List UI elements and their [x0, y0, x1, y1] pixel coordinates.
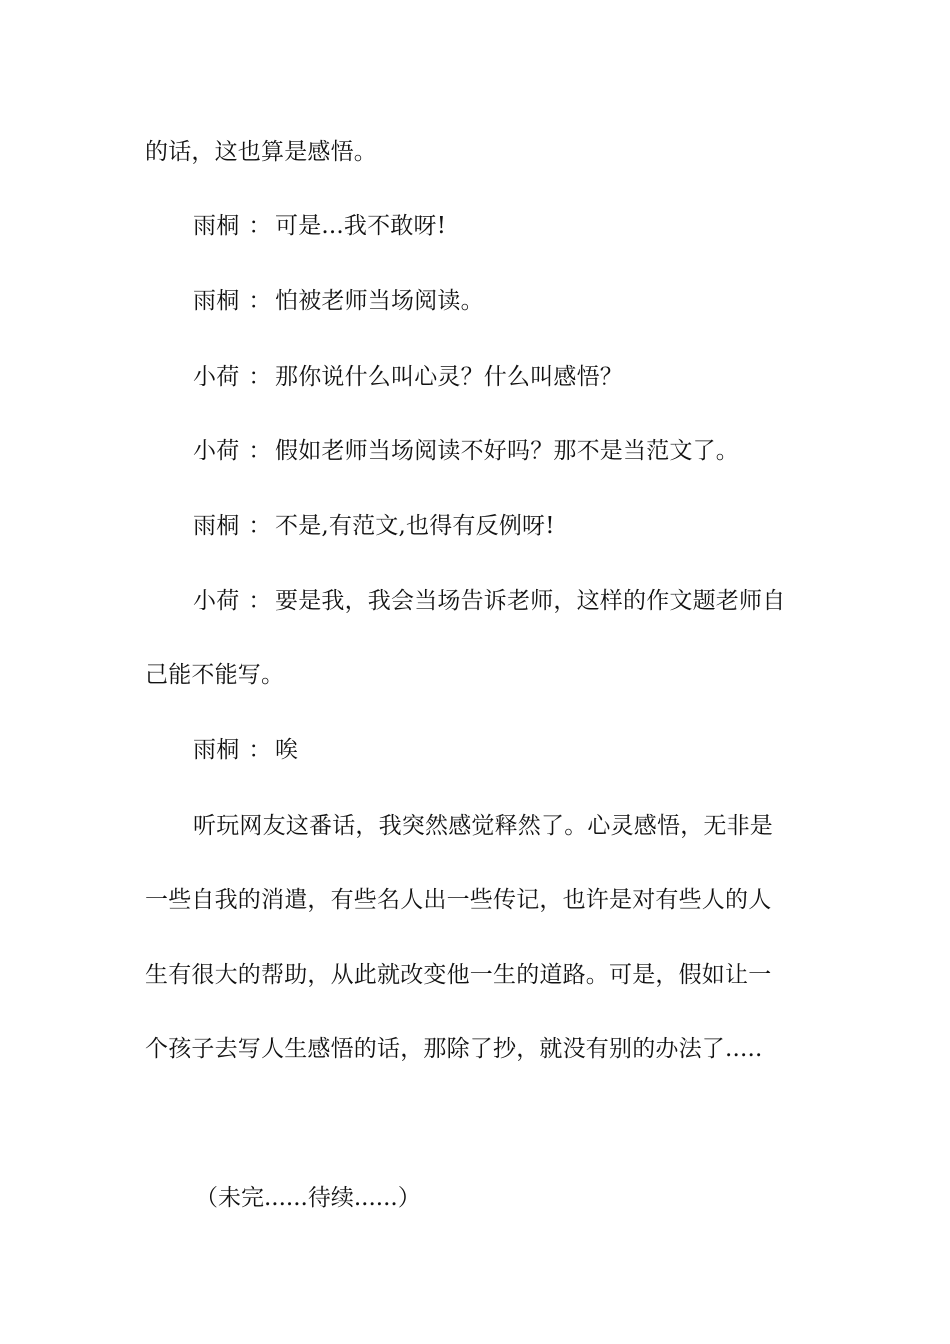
dialogue-line: [193, 286, 858, 316]
speaker-separator: ：: [248, 288, 272, 314]
paragraph-line: 个孩子去写人生感悟的话，那除了抄，就没有别的办法了.....: [145, 1036, 763, 1062]
speaker-separator: ：: [248, 213, 272, 239]
dialogue-line: [193, 362, 858, 392]
dialogue-line: [193, 511, 858, 541]
to-be-continued-note: （未完......待续......）: [195, 1185, 421, 1211]
continuation-line: 的话，这也算是感悟。: [145, 139, 377, 165]
dialogue-text: 要是我，我会当场告诉老师，这样的作文题老师自: [275, 588, 786, 614]
speaker-separator: ：: [248, 438, 272, 464]
dialogue-line: [193, 211, 858, 241]
dialogue-line: [193, 436, 858, 466]
paragraph-line: 听玩网友这番话，我突然感觉释然了。心灵感悟，无非是: [193, 813, 773, 839]
speaker-name: 小荷: [193, 438, 240, 464]
speaker-separator: ：: [248, 737, 272, 763]
speaker-separator: ：: [248, 364, 272, 390]
speaker-name: 雨桐: [193, 513, 240, 539]
dialogue-wrap-line: 己能不能写。: [145, 662, 285, 688]
speaker-name: 雨桐: [193, 213, 240, 239]
dialogue-text: 怕被老师当场阅读。: [275, 288, 484, 314]
speaker-name: 小荷: [193, 588, 240, 614]
dialogue-line: [193, 586, 858, 616]
speaker-name: 小荷: [193, 364, 240, 390]
speaker-separator: ：: [248, 513, 272, 539]
speaker-name: 雨桐: [193, 288, 240, 314]
dialogue-text: 唉: [275, 737, 299, 763]
dialogue-text: 那你说什么叫心灵？什么叫感悟？: [275, 364, 623, 390]
paragraph-line: 一些自我的消遣，有些名人出一些传记，也许是对有些人的人: [145, 887, 772, 913]
speaker-separator: ：: [248, 588, 272, 614]
dialogue-text: 可是...我不敢呀!: [275, 213, 447, 239]
dialogue-text: 假如老师当场阅读不好吗？那不是当范文了。: [275, 438, 739, 464]
dialogue-line: [193, 735, 858, 765]
speaker-name: 雨桐: [193, 737, 240, 763]
paragraph-line: 生有很大的帮助，从此就改变他一生的道路。可是，假如让一: [145, 962, 772, 988]
dialogue-text: 不是,有范文,也得有反例呀!: [275, 513, 555, 539]
